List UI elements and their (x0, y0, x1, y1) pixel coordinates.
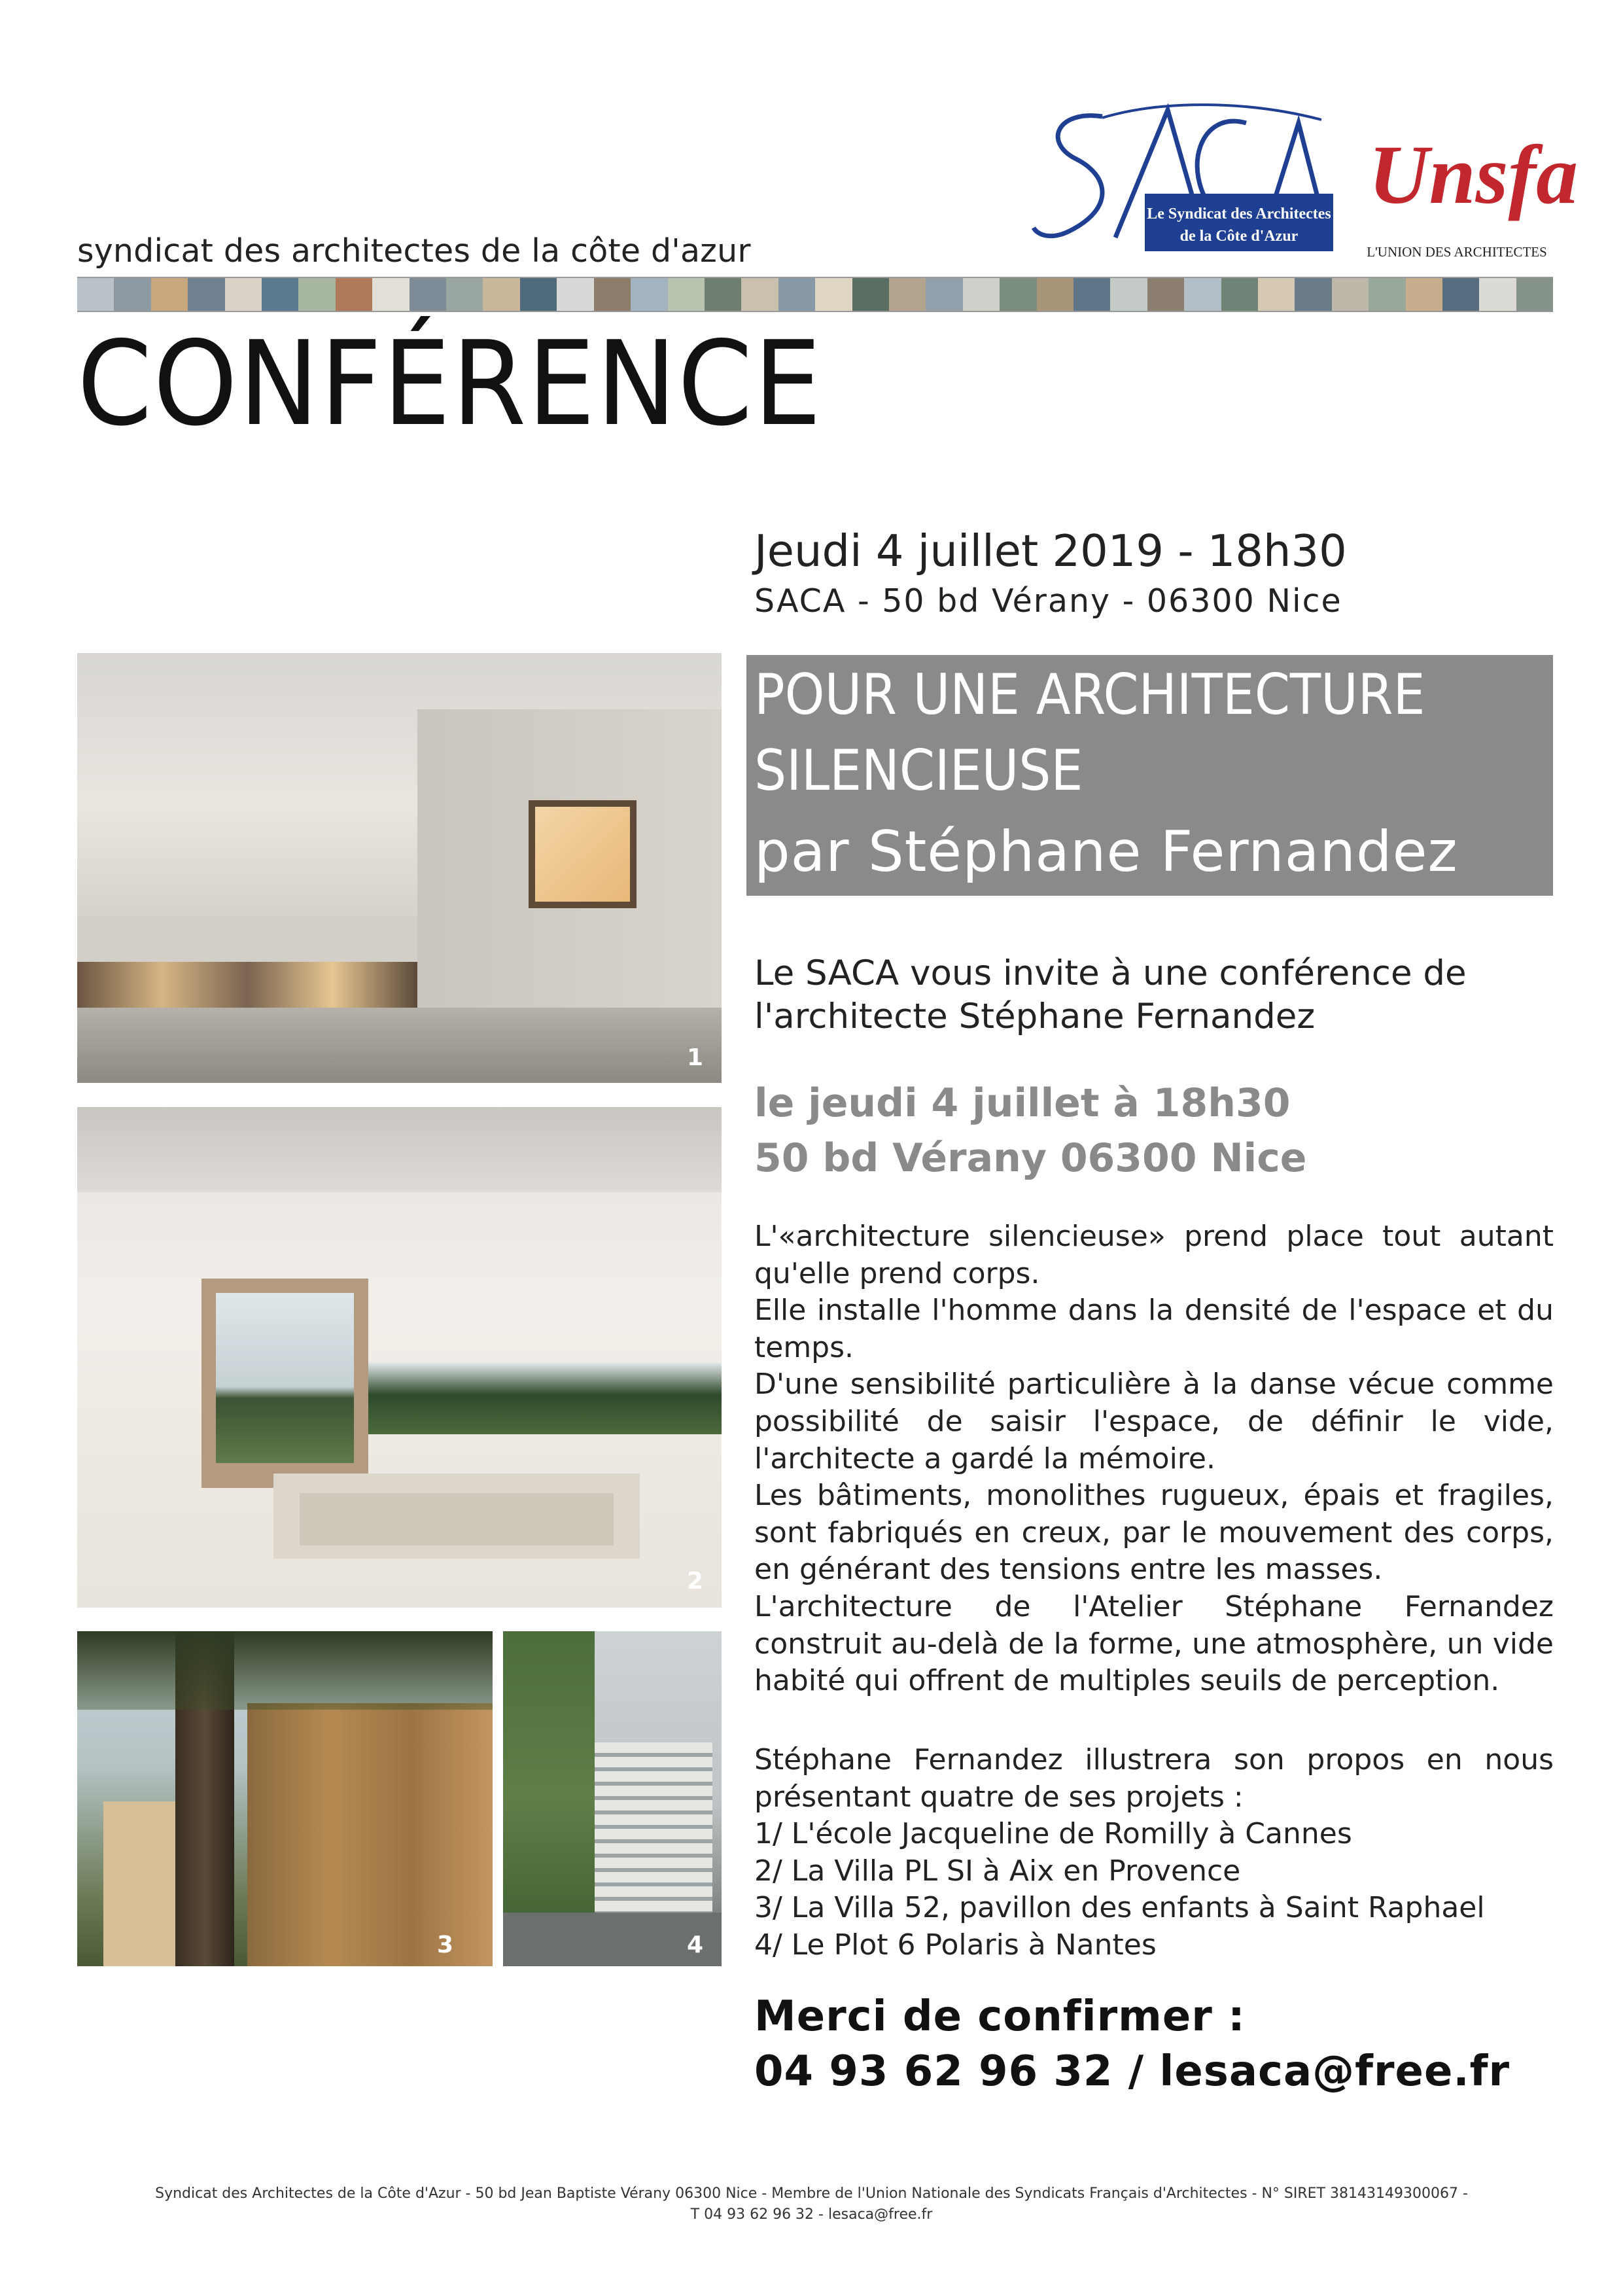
strip-photo-tile (1000, 278, 1036, 311)
lecture-title-line-1: POUR UNE ARCHITECTURE (754, 662, 1425, 728)
strip-photo-tile (114, 278, 150, 311)
description-paragraph: L'architecture de l'Atelier Stéphane Fernandez construit au-delà de la forme, une atmosphère, un vide habité qui offrent de multiples seuils de perception. (754, 1589, 1554, 1698)
photo-1 (77, 653, 722, 1083)
strip-photo-tile (446, 278, 483, 311)
strip-photo-tile (1295, 278, 1331, 311)
invitation-text: Le SACA vous invite à une conférence de l'architecte Stéphane Fernandez (754, 953, 1467, 1036)
strip-photo-tile (815, 278, 852, 311)
event-when-where (754, 1076, 1306, 1186)
strip-photo-tile (372, 278, 409, 311)
strip-photo-tile (778, 278, 815, 311)
strip-photo-tile (1221, 278, 1258, 311)
strip-photo-tile (963, 278, 1000, 311)
strip-photo-tile (77, 278, 114, 311)
description-paragraph: L'«architecture silencieuse» prend place tout autant qu'elle prend corps. (754, 1220, 1554, 1290)
strip-photo-tile (298, 278, 335, 311)
project-item: 3/ La Villa 52, pavillon des enfants à Saint Raphael (754, 1891, 1485, 1925)
event-when: le jeudi 4 juillet à 18h30 (754, 1080, 1291, 1126)
photo-2 (77, 1107, 722, 1608)
strip-photo-tile (668, 278, 705, 311)
strip-photo-tile (151, 278, 188, 311)
photo-number-4: 4 (686, 1932, 703, 1958)
lecture-speaker: par Stéphane Fernandez (754, 819, 1458, 885)
photo-3 (77, 1631, 493, 1966)
strip-photo-tile (889, 278, 926, 311)
projects-intro: Stéphane Fernandez illustrera son propos en nous présentant quatre de ses projets : (754, 1743, 1554, 1814)
saca-logo (1030, 97, 1338, 257)
strip-photo-tile (741, 278, 778, 311)
strip-photo-tile (1184, 278, 1221, 311)
strip-photo-tile (631, 278, 667, 311)
project-item: 2/ La Villa PL SI à Aix en Provence (754, 1854, 1241, 1888)
strip-photo-tile (483, 278, 519, 311)
strip-photo-tile (594, 278, 631, 311)
footer-line-2: T 04 93 62 96 32 - lesaca@free.fr (690, 2206, 933, 2223)
event-venue: SACA - 50 bd Vérany - 06300 Nice (754, 582, 1342, 620)
strip-photo-tile (1073, 278, 1110, 311)
strip-photo-tile (705, 278, 741, 311)
rsvp-contact[interactable]: 04 93 62 96 32 / lesaca@free.fr (754, 2047, 1510, 2096)
strip-photo-tile (262, 278, 298, 311)
event-date-time: Jeudi 4 juillet 2019 - 18h30 (754, 525, 1347, 576)
photo-4 (503, 1631, 722, 1966)
strip-photo-tile (1479, 278, 1516, 311)
strip-photo-tile (1516, 278, 1553, 311)
strip-photo-tile (1406, 278, 1442, 311)
strip-photo-tile (410, 278, 446, 311)
strip-photo-tile (557, 278, 593, 311)
strip-photo-tile (852, 278, 889, 311)
saca-banner-text-2: de la Côte d'Azur (1179, 228, 1299, 245)
unsfa-wordmark: Unsfa (1369, 128, 1579, 221)
photo-number-1: 1 (686, 1044, 703, 1071)
strip-photo-tile (1258, 278, 1295, 311)
tagline: syndicat des architectes de la côte d'azur (77, 232, 751, 270)
strip-photo-tile (520, 278, 557, 311)
unsfa-caption: L'UNION DES ARCHITECTES (1367, 244, 1547, 260)
footer (0, 2183, 1623, 2225)
strip-photo-tile (1037, 278, 1073, 311)
description-paragraph: Les bâtiments, monolithes rugueux, épais et fragiles, sont fabriqués en creux, par le mouvement des corps, en générant des tensions entre les masses. (754, 1479, 1554, 1587)
lecture-title-line-2: SILENCIEUSE (754, 738, 1083, 804)
project-item: 4/ Le Plot 6 Polaris à Nantes (754, 1928, 1157, 1962)
strip-photo-tile (926, 278, 962, 311)
unsfa-logo (1362, 98, 1579, 262)
projects-list (754, 1742, 1554, 1964)
rsvp-label: Merci de confirmer : (754, 1992, 1246, 2041)
project-item: 1/ L'école Jacqueline de Romilly à Cannes (754, 1817, 1352, 1851)
photo-number-2: 2 (686, 1568, 703, 1595)
header-photo-strip (77, 277, 1553, 312)
event-where: 50 bd Vérany 06300 Nice (754, 1135, 1307, 1181)
strip-photo-tile (225, 278, 262, 311)
photo-number-3: 3 (436, 1932, 453, 1958)
strip-photo-tile (1147, 278, 1184, 311)
strip-photo-tile (1110, 278, 1147, 311)
rsvp-block (754, 1989, 1510, 2099)
strip-photo-tile (336, 278, 372, 311)
footer-line-1: Syndicat des Architectes de la Côte d'Azur - 50 bd Jean Baptiste Vérany 06300 Nice - Membre de l'Union Nationale des Syndicats Français d'Architectes - N° SIRET 38143149300067 - (155, 2185, 1468, 2202)
description-paragraph: Elle installe l'homme dans la densité de l'espace et du temps. (754, 1294, 1554, 1364)
strip-photo-tile (1332, 278, 1369, 311)
strip-photo-tile (1442, 278, 1479, 311)
description (754, 1218, 1554, 1700)
strip-photo-tile (1369, 278, 1405, 311)
strip-photo-tile (188, 278, 224, 311)
page-title: CONFÉRENCE (77, 316, 823, 451)
description-paragraph: D'une sensibilité particulière à la danse vécue comme possibilité de saisir l'espace, de définir le vide, l'architecte a gardé la mémoire. (754, 1368, 1554, 1475)
saca-banner-text-1: Le Syndicat des Architectes (1147, 205, 1331, 222)
